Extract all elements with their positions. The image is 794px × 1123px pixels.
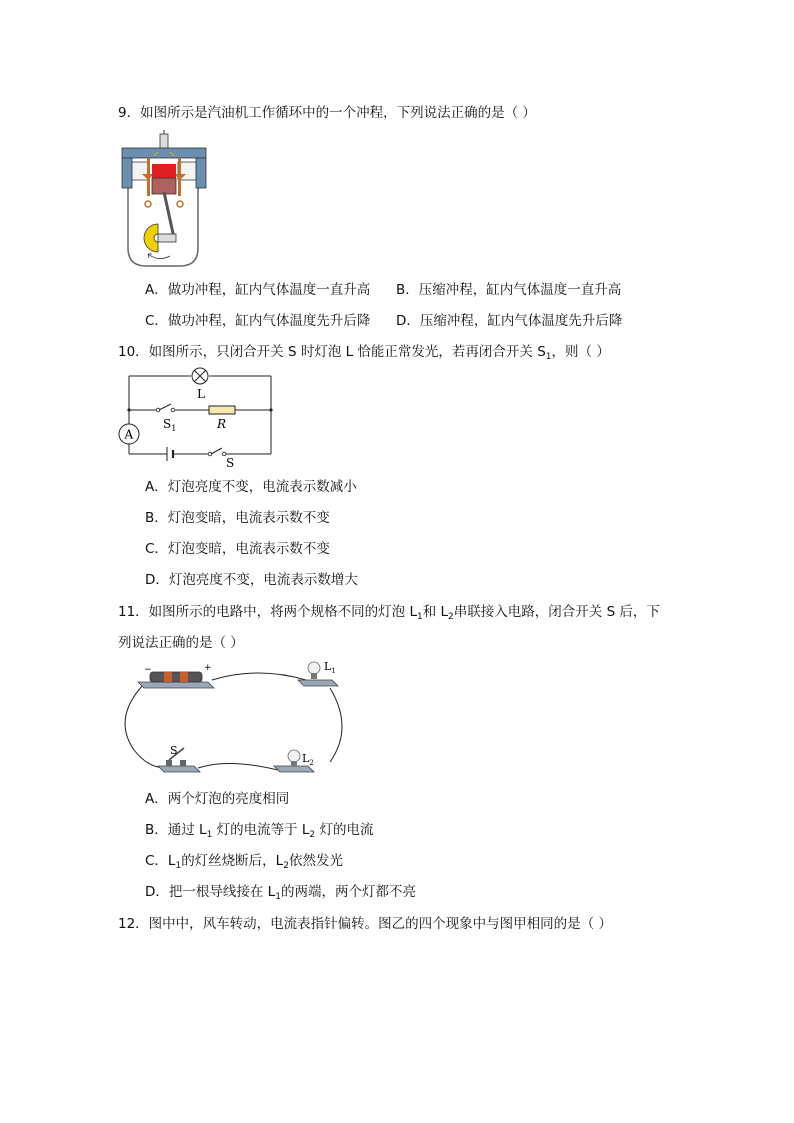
question-11-option-d[interactable] bbox=[145, 883, 416, 906]
series-circuit-photo-q11 bbox=[118, 658, 348, 780]
question-9-option-c[interactable]: C．做功冲程，缸内气体温度先升后降 bbox=[145, 313, 371, 329]
q11-sub-1: 1 bbox=[417, 612, 423, 622]
q11-d-text-a: D．把一根导线接在 L bbox=[145, 884, 276, 900]
question-9-option-a[interactable]: A．做功冲程，缸内气体温度一直升高 bbox=[145, 282, 371, 298]
question-11-option-b[interactable] bbox=[145, 821, 373, 844]
question-9-text: 如图所示是汽油机工作循环中的一个冲程，下列说法正确的是（ ） bbox=[140, 105, 536, 121]
question-10-text-a: 10．如图所示，只闭合开关 S 时灯泡 L 恰能正常发光，若再闭合开关 S bbox=[118, 344, 546, 360]
question-11-option-a[interactable]: A．两个灯泡的亮度相同 bbox=[145, 791, 290, 807]
battery-minus-label: − bbox=[144, 665, 152, 675]
q11-b-sub-1: 1 bbox=[206, 830, 213, 840]
ammeter-label: A bbox=[124, 427, 134, 442]
question-10-sub: 1 bbox=[545, 352, 552, 362]
question-9-number: 9 bbox=[118, 105, 127, 121]
switch-s-label: S bbox=[226, 456, 235, 470]
q11-c-sub-1: 1 bbox=[175, 861, 182, 871]
battery-cells bbox=[150, 672, 202, 682]
question-10-option-d[interactable]: D．灯泡亮度不变，电流表示数增大 bbox=[145, 572, 358, 588]
lamp-2-bulb bbox=[288, 750, 300, 762]
engine-stroke-figure bbox=[118, 130, 210, 270]
question-10-text-b: ，则（ ） bbox=[551, 344, 610, 360]
question-9-option-d[interactable]: D．压缩冲程，缸内气体温度先升后降 bbox=[396, 313, 623, 329]
question-10-stem bbox=[118, 343, 610, 366]
resistor-label: R bbox=[217, 417, 227, 431]
lamp-2-label: $L_2$ bbox=[302, 752, 314, 767]
q11-c-sub-2: 2 bbox=[283, 861, 289, 871]
q11-sub-2: 2 bbox=[448, 612, 454, 622]
question-10-option-a[interactable]: A．灯泡亮度不变，电流表示数减小 bbox=[145, 479, 357, 495]
switch-label: S bbox=[170, 744, 178, 757]
battery-plus-label: + bbox=[204, 663, 212, 673]
circuit-diagram-q10 bbox=[115, 364, 277, 470]
question-11-option-c[interactable] bbox=[145, 852, 343, 875]
q11-c-text-a: C．L bbox=[145, 853, 176, 869]
q11-c-text-b: 的灯丝烧断后，L bbox=[181, 853, 284, 869]
switch-s1-label: $S_1$ bbox=[163, 417, 177, 433]
q11-b-sub-2: 2 bbox=[309, 830, 316, 840]
question-10-option-c[interactable]: C．灯泡变暗，电流表示数不变 bbox=[145, 541, 330, 557]
q11-c-text-c: 依然发光 bbox=[288, 853, 343, 869]
q11-text-c: 串联接入电路，闭合开关 S 后，下 bbox=[453, 604, 660, 620]
q11-d-sub: 1 bbox=[275, 892, 281, 902]
question-11-stem-line-2: 列说法正确的是（ ） bbox=[118, 635, 244, 651]
q11-text-b: 和 L bbox=[422, 604, 449, 620]
q11-d-text-b: 的两端，两个灯都不亮 bbox=[280, 884, 416, 900]
resistor-symbol bbox=[209, 406, 235, 414]
question-9-option-b[interactable]: B．压缩冲程，缸内气体温度一直升高 bbox=[396, 282, 622, 298]
question-9-stem: 9．如图所示是汽油机工作循环中的一个冲程，下列说法正确的是（ ） bbox=[118, 105, 536, 121]
lamp-1-bulb bbox=[308, 662, 320, 674]
q11-b-text-b: 灯的电流等于 L bbox=[212, 822, 310, 838]
q11-b-text-a: B．通过 L bbox=[145, 822, 207, 838]
lamp-label: L bbox=[197, 387, 205, 401]
question-12-stem: 12．图中中，风车转动，电流表指针偏转。图乙的四个现象中与图甲相同的是（ ） bbox=[118, 916, 612, 932]
q11-text-a: 11．如图所示的电路中，将两个规格不同的灯泡 L bbox=[118, 604, 417, 620]
question-11-stem-line-1 bbox=[118, 603, 660, 626]
question-10-option-b[interactable]: B．灯泡变暗，电流表示数不变 bbox=[145, 510, 330, 526]
q11-b-text-c: 灯的电流 bbox=[315, 822, 374, 838]
lamp-1-label: $L_1$ bbox=[324, 660, 336, 675]
